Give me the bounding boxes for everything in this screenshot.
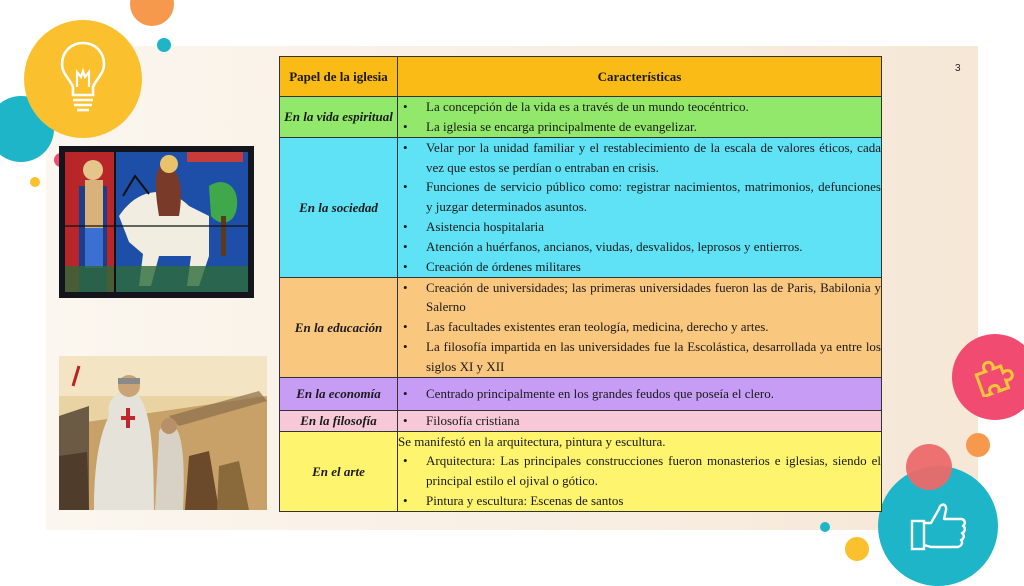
table-header-row: [280, 57, 882, 97]
crusaders-image: [59, 356, 267, 510]
list-item: • Las facultades existentes eran teología, medicina, derecho y artes.: [398, 317, 881, 337]
row-characteristics-cell: [398, 410, 882, 431]
table-row: [280, 410, 882, 431]
list-item: • Creación de universidades; las primeras universidades fueron las de Paris, Babilonia y Salerno: [398, 278, 881, 318]
thumbs-up-icon: [909, 499, 969, 553]
table-row: [280, 97, 882, 138]
stained-glass-image: [59, 146, 254, 298]
deco-circle-coral: [906, 444, 952, 490]
deco-circle-orange-top: [130, 0, 174, 26]
list-item: • La filosofía impartida en las universidades fue la Escolástica, desarrollada ya entre los siglos XI y XII: [398, 337, 881, 377]
list-item: • Centrado principalmente en los grandes feudos que poseía el clero.: [398, 384, 881, 404]
header-characteristics-cell: Características: [398, 57, 882, 97]
deco-circle-yellow-dot: [30, 177, 40, 187]
page-number: 3: [955, 63, 961, 74]
list-item: • Filosofía cristiana: [398, 411, 881, 431]
lightbulb-icon: [58, 40, 108, 116]
deco-circle-teal-tiny: [820, 522, 830, 532]
list-item: • Funciones de servicio público como: registrar nacimientos, matrimonios, defunciones y juzgar determinados asuntos.: [398, 177, 881, 217]
row-role-cell: En la economía: [280, 377, 398, 410]
list-item: • Asistencia hospitalaria: [398, 217, 881, 237]
table-row: [280, 137, 882, 277]
art-intro-text: Se manifestó en la arquitectura, pintura y escultura.: [398, 433, 666, 449]
list-item: • Atención a huérfanos, ancianos, viudas, desvalidos, leprosos y entierros.: [398, 237, 881, 257]
table-row: [280, 277, 882, 377]
table-row: [280, 377, 882, 410]
row-role-cell: En la educación: [280, 277, 398, 377]
list-item: • Arquitectura: Las principales construcciones fueron monasterios e iglesias, siendo el principal estilo el ojival o gótico.: [398, 451, 881, 491]
list-item: • Velar por la unidad familiar y el restablecimiento de la escala de valores éticos, cada vez que estos se perdían o entraban en crisis.: [398, 138, 881, 178]
list-item: • La concepción de la vida es a través de un mundo teocéntrico.: [398, 97, 881, 117]
row-characteristics-cell: [398, 97, 882, 138]
row-characteristics-cell: [398, 137, 882, 277]
row-characteristics-cell: [398, 377, 882, 410]
row-role-cell: En la filosofía: [280, 410, 398, 431]
puzzle-icon: [972, 357, 1016, 397]
row-role-cell: En la vida espiritual: [280, 97, 398, 138]
row-characteristics-cell: [398, 277, 882, 377]
deco-circle-teal-small: [157, 38, 171, 52]
list-item: • La iglesia se encarga principalmente de evangelizar.: [398, 117, 881, 137]
deco-circle-yellow-bottom: [845, 537, 869, 561]
church-role-table: [279, 56, 882, 512]
row-characteristics-cell: [398, 431, 882, 511]
header-role-cell: Papel de la iglesia: [280, 57, 398, 97]
row-role-cell: En la sociedad: [280, 137, 398, 277]
row-role-cell: En el arte: [280, 431, 398, 511]
list-item: • Creación de órdenes militares: [398, 257, 881, 277]
list-item: • Pintura y escultura: Escenas de santos: [398, 491, 881, 511]
deco-circle-orange-right: [966, 433, 990, 457]
table-row: [280, 431, 882, 511]
